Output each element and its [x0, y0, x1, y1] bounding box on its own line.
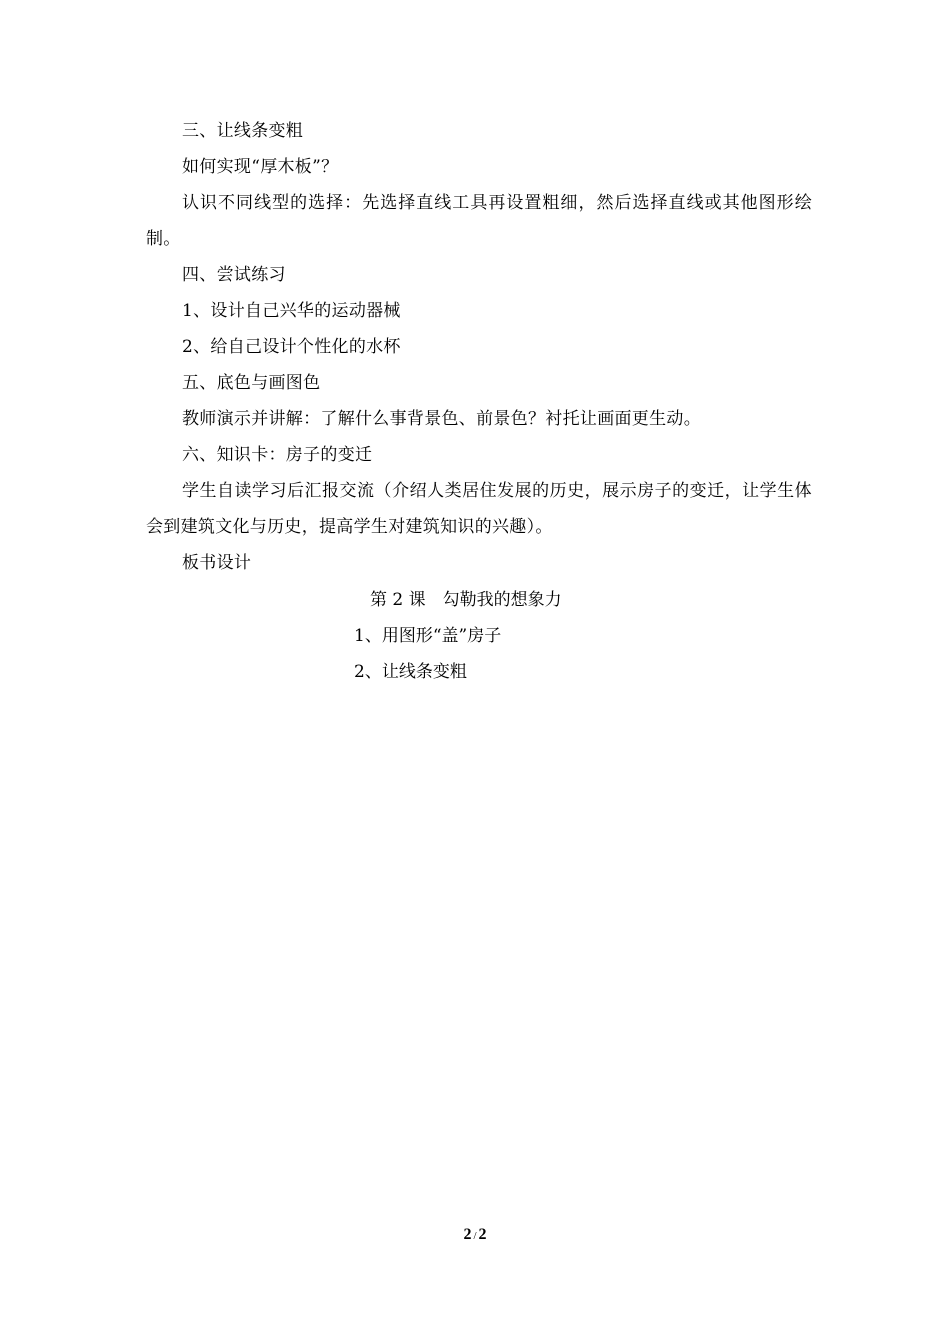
self-study-paragraph: 学生自读学习后汇报交流（介绍人类居住发展的历史，展示房子的变迁，让学生体会到建筑文化与历史，提高学生对建筑知识的兴趣）。 — [146, 481, 812, 537]
current-page-number: 2 — [463, 1226, 472, 1243]
question-text: 如何实现“厚木板”？ — [182, 157, 339, 177]
board-design-label: 板书设计 — [182, 553, 252, 573]
board-title: 第 2 课 勾勒我的想象力 — [370, 590, 562, 610]
color-demo-paragraph: 教师演示并讲解：了解什么事背景色、前景色？衬托让画面更生动。 — [182, 409, 701, 429]
practice-item-2: 2、给自己设计个性化的水杯 — [182, 337, 401, 357]
board-item-1: 1、用图形“盖”房子 — [354, 626, 502, 646]
section-heading-5: 五、底色与画图色 — [182, 373, 321, 393]
page-separator: / — [473, 1230, 477, 1242]
section-heading-3: 三、让线条变粗 — [182, 121, 304, 141]
line-type-paragraph: 认识不同线型的选择：先选择直线工具再设置粗细，然后选择直线或其他图形绘制。 — [146, 193, 812, 249]
board-item-2: 2、让线条变粗 — [354, 662, 467, 682]
section-heading-4: 四、尝试练习 — [182, 265, 286, 285]
total-pages-number: 2 — [478, 1226, 487, 1243]
practice-item-1: 1、设计自己兴华的运动器械 — [182, 301, 401, 321]
document-body — [146, 113, 812, 581]
section-heading-6: 六、知识卡：房子的变迁 — [182, 445, 373, 465]
page-number — [0, 1226, 950, 1244]
